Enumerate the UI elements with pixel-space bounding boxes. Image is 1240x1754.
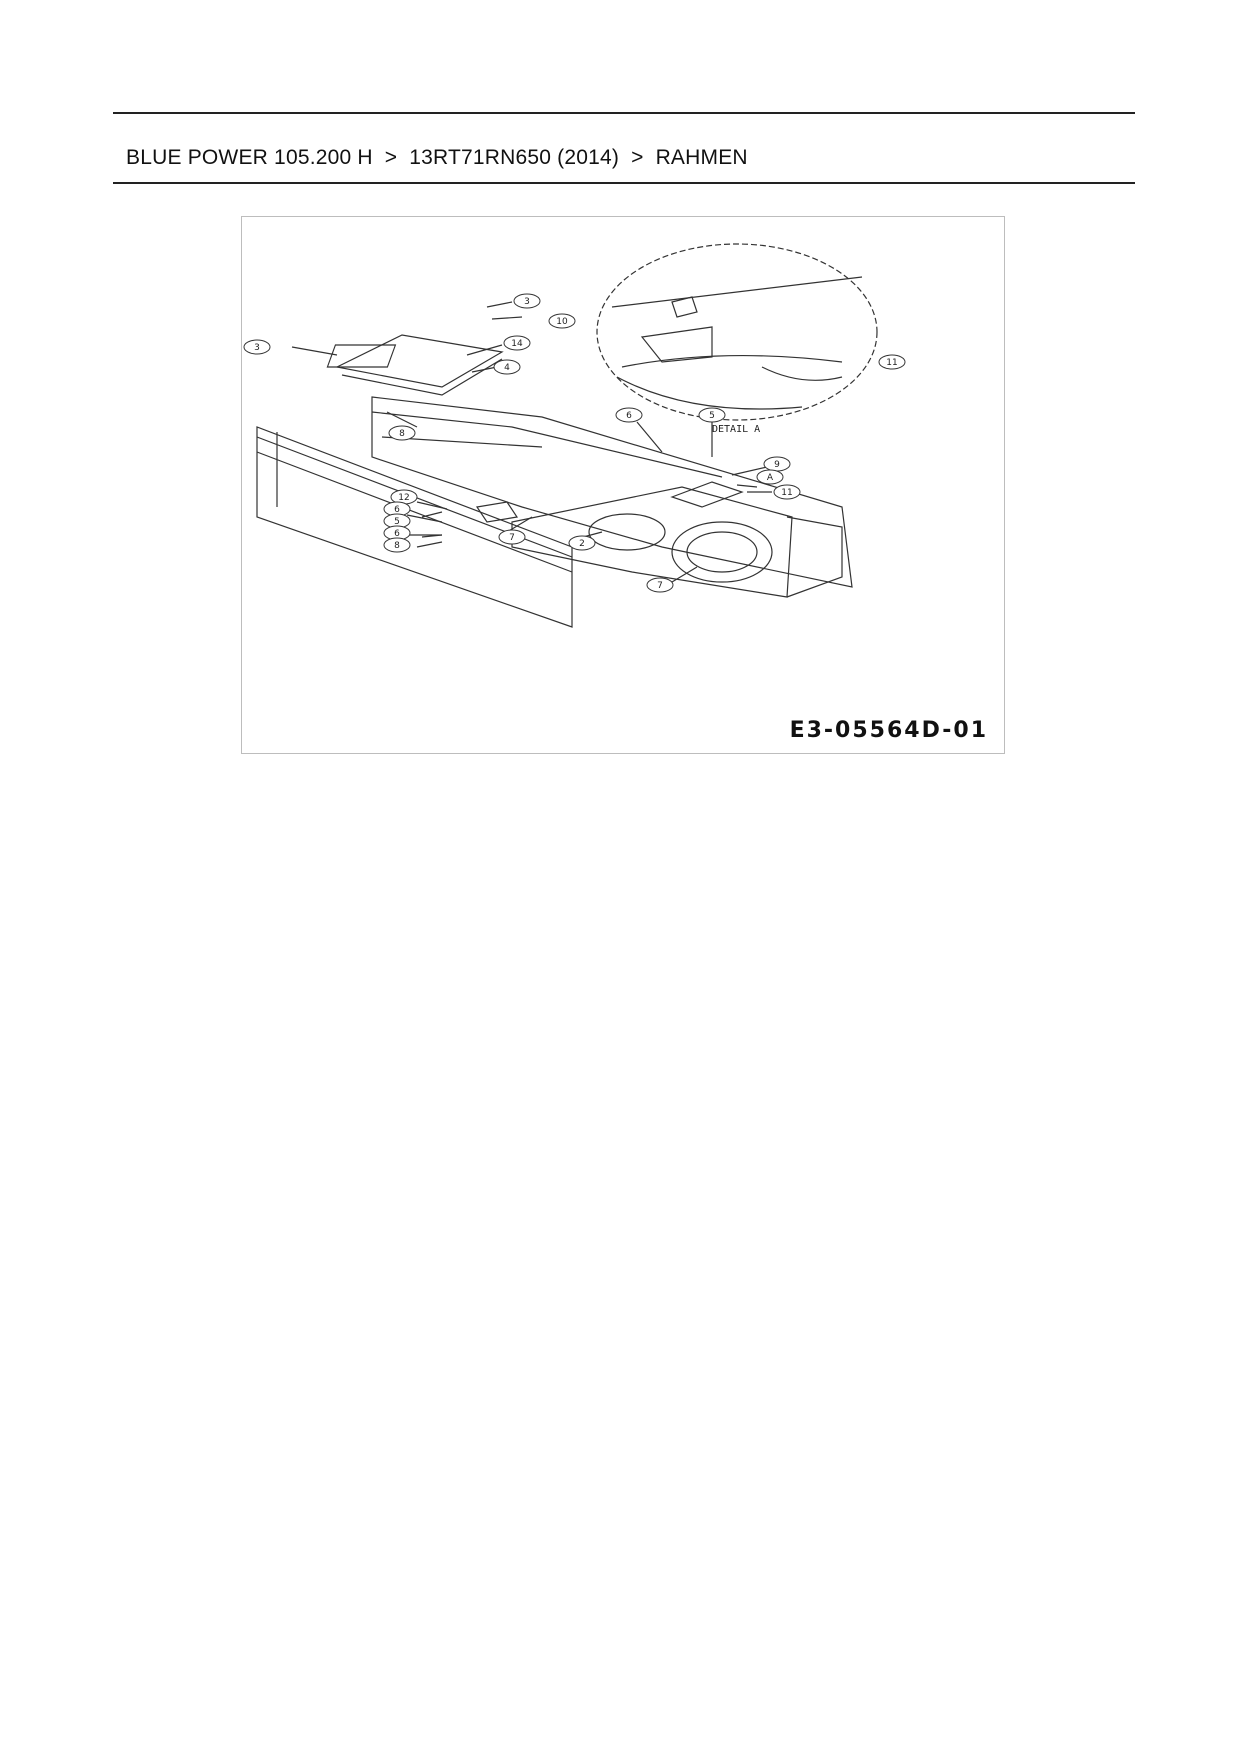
callout-label: 7 <box>657 581 663 591</box>
callout-label: 3 <box>524 297 530 307</box>
callout-label: 8 <box>394 541 400 551</box>
breadcrumb-section: RAHMEN <box>655 146 748 169</box>
callout-label: 11 <box>781 488 793 498</box>
callout-label: 3 <box>254 343 260 353</box>
breadcrumb-serial[interactable]: 13RT71RN650 (2014) <box>409 146 620 169</box>
breadcrumb-model[interactable]: BLUE POWER 105.200 H <box>126 146 373 169</box>
frame-rail-left <box>257 427 572 627</box>
callout-label: 7 <box>509 533 515 543</box>
bottom-divider <box>113 182 1135 184</box>
callout-label: 5 <box>709 411 715 421</box>
callout-label: 10 <box>556 317 568 327</box>
detail-caption: DETAIL A <box>712 424 761 435</box>
callout-label: A <box>766 473 774 483</box>
callout-label: 4 <box>504 363 510 373</box>
breadcrumb-separator: > <box>384 146 398 169</box>
callout-label: 8 <box>399 429 405 439</box>
callout-label: 14 <box>511 339 523 349</box>
parts-diagram <box>241 216 1005 754</box>
frame-drawing <box>242 217 1004 753</box>
callout-label: 11 <box>886 358 898 368</box>
top-divider <box>113 112 1135 114</box>
detail-part <box>612 277 862 380</box>
callout-label: 6 <box>394 529 400 539</box>
callout-label: 5 <box>394 517 400 527</box>
diagram-code: E3-05564D-01 <box>789 718 988 743</box>
callout-label: 2 <box>579 539 585 549</box>
callout-label: 12 <box>398 493 410 503</box>
seat-platform <box>337 335 502 395</box>
breadcrumb-separator: > <box>631 146 644 169</box>
callout-label: 6 <box>394 505 400 515</box>
callout-label: 9 <box>774 460 780 470</box>
detail-circle <box>597 244 877 420</box>
breadcrumb <box>126 146 748 170</box>
callout-label: 6 <box>626 411 632 421</box>
